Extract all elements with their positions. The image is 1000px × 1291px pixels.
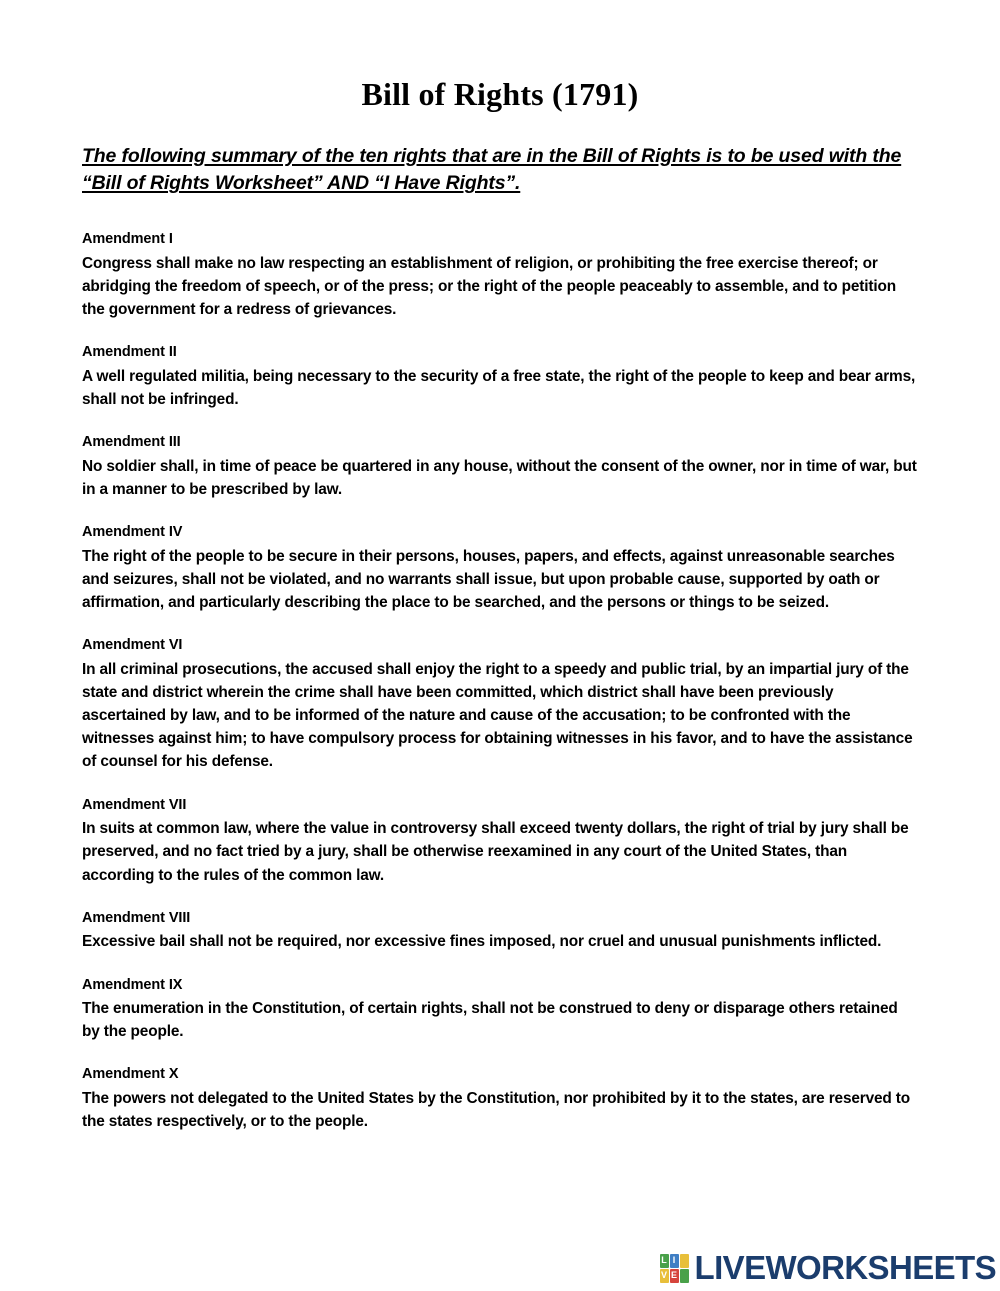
logo-block-tr — [680, 1254, 689, 1268]
amendment-section — [82, 342, 917, 411]
amendment-section — [82, 975, 917, 1044]
amendment-section — [82, 229, 917, 321]
amendment-section — [82, 432, 917, 501]
amendment-text: A well regulated militia, being necessary to the security of a free state, the right of the people to keep and bear arms, shall not be infringed. — [82, 368, 916, 409]
amendment-heading: Amendment I — [82, 231, 173, 248]
amendment-heading: Amendment IV — [82, 524, 183, 541]
logo-block-e: E — [670, 1269, 679, 1283]
amendment-text: In suits at common law, where the value in controversy shall exceed twenty dollars, the right of trial by jury shall be preserved, and no fact tried by a jury, shall be otherwise reexamined in any court of the United States, than according to the rules of the common law. — [82, 820, 909, 884]
amendment-text: Excessive bail shall not be required, nor excessive fines imposed, nor cruel and unusual punishments inflicted. — [82, 933, 882, 951]
amendment-heading: Amendment VIII — [82, 909, 191, 926]
logo-wordmark: LIVEWORKSHEETS — [694, 1249, 996, 1286]
amendment-section — [82, 795, 917, 887]
logo-block-v: V — [660, 1269, 669, 1283]
amendment-text: Congress shall make no law respecting an establishment of religion, or prohibiting the free exercise thereof; or abridging the freedom of speech, or of the press; or the right of the people peaceably to assemble, and to petition the government for a redress of grievances. — [82, 254, 896, 319]
amendment-text: In all criminal prosecutions, the accused shall enjoy the right to a speedy and public trial, by an impartial jury of the state and district wherein the crime shall have been committed, which district shall have been previously ascertained by law, and to be informed of the nature and cause of the accusation; to be confronted with the witnesses against him; to have compulsory process for obtaining witnesses in his favor, and to have the assistance of counsel for his defense. — [82, 661, 913, 771]
amendment-text: The right of the people to be secure in their persons, houses, papers, and effects, against unreasonable searches and seizures, shall not be violated, and no warrants shall issue, but upon probable cause, supported by oath or affirmation, and particularly describing the place to be searched, and the persons or things to be seized. — [82, 547, 895, 612]
amendment-text: The enumeration in the Constitution, of certain rights, shall not be construed to deny or disparage others retained by the people. — [82, 1000, 898, 1041]
amendment-heading: Amendment VI — [82, 637, 183, 654]
page-title: Bill of Rights (1791) — [361, 76, 639, 112]
amendment-heading: Amendment IX — [82, 976, 183, 993]
amendment-text: The powers not delegated to the United States by the Constitution, nor prohibited by it to the states, are reserved to the states respectively, or to the people. — [82, 1090, 911, 1131]
live-blocks-icon — [660, 1254, 689, 1283]
amendment-text: No soldier shall, in time of peace be quartered in any house, without the consent of the owner, nor in time of war, but in a manner to be prescribed by law. — [82, 457, 917, 499]
amendment-heading: Amendment X — [82, 1066, 179, 1083]
amendment-section — [82, 1064, 917, 1133]
amendments-list — [0, 229, 1000, 1133]
logo-block-br — [680, 1269, 689, 1283]
logo-block-l: L — [660, 1254, 669, 1268]
amendment-heading: Amendment VII — [82, 796, 187, 813]
amendment-section — [82, 635, 917, 773]
liveworksheets-logo[interactable] — [660, 1251, 996, 1284]
amendment-heading: Amendment II — [82, 344, 177, 361]
logo-block-i: I — [670, 1254, 679, 1268]
amendment-heading: Amendment III — [82, 434, 181, 451]
amendment-section — [82, 908, 917, 954]
amendment-section — [82, 522, 917, 614]
document-subtitle: The following summary of the ten rights that are in the Bill of Rights is to be used with the “Bill of Rights Worksheet” AND “I Have Rights”. — [82, 144, 902, 195]
